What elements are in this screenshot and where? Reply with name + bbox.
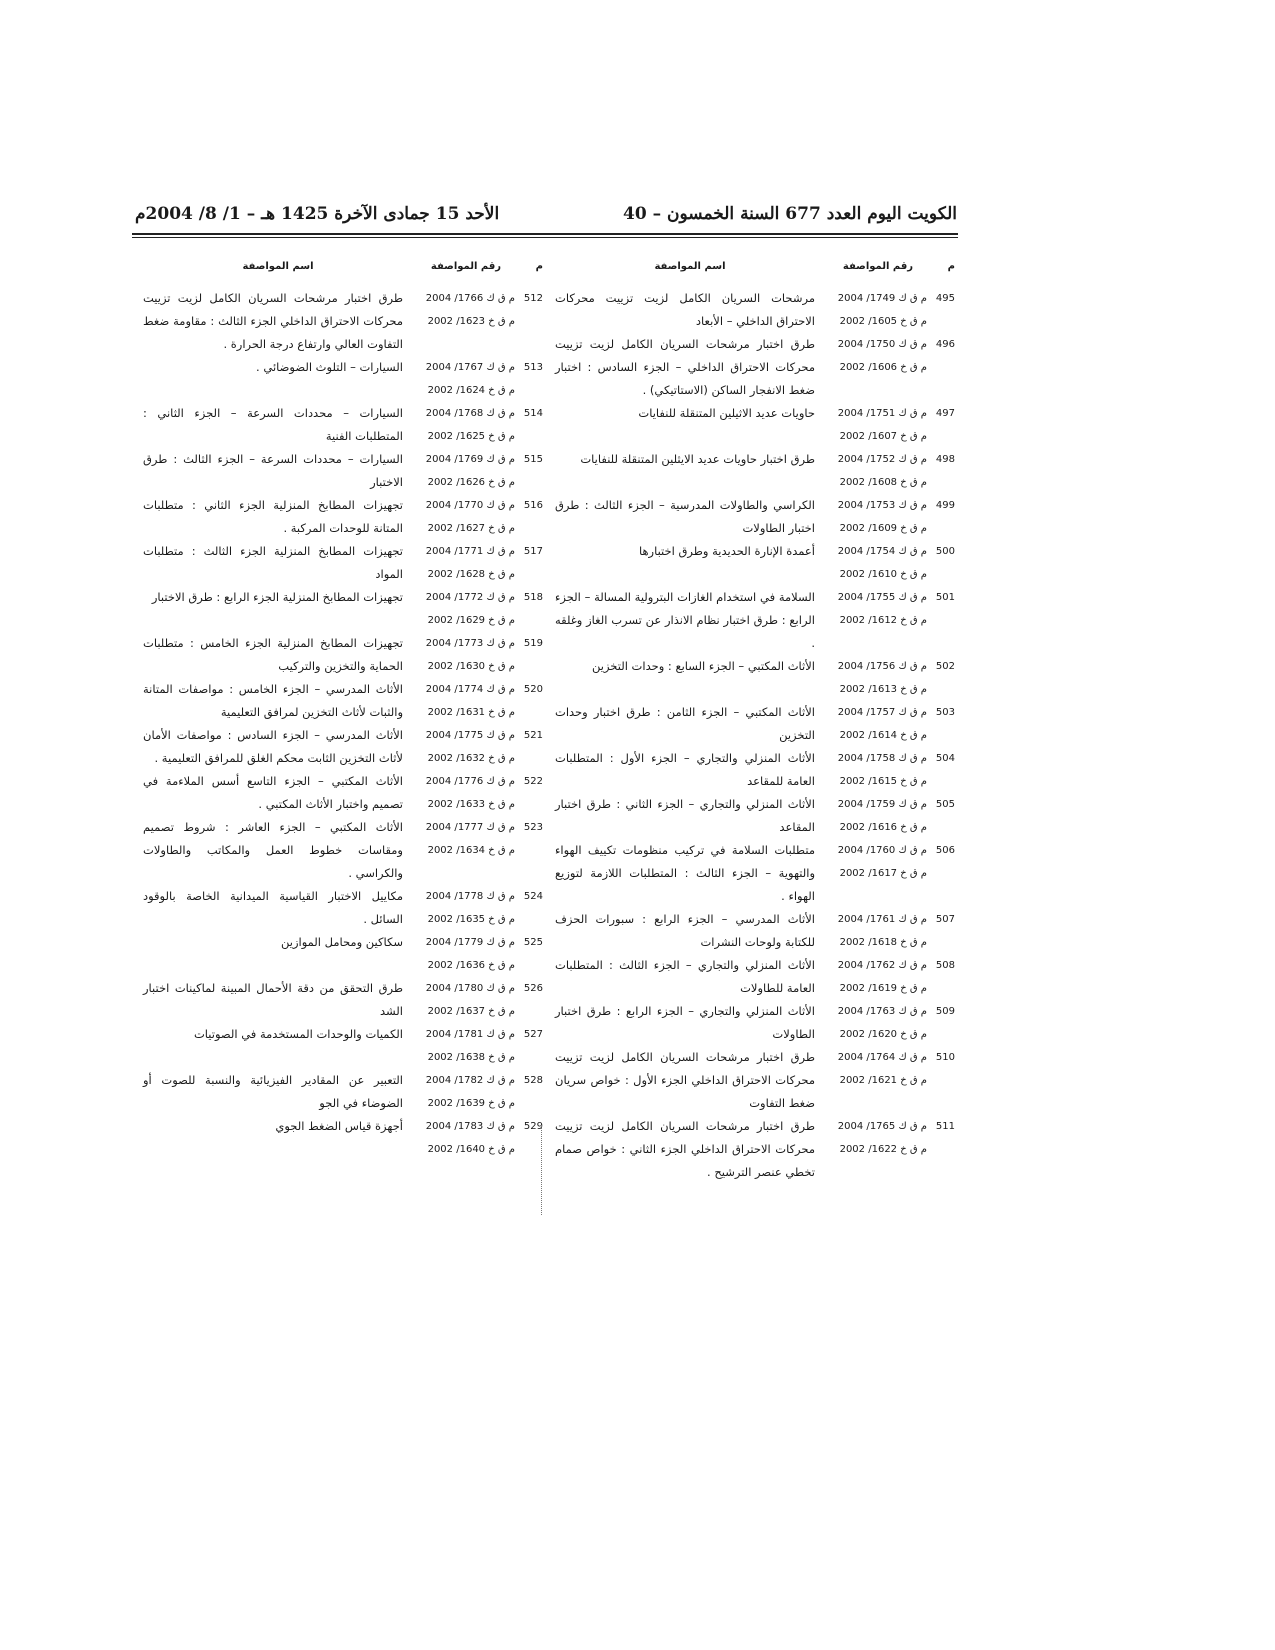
gulf-standard-code: م ق خ 1605/ 2002: [839, 316, 927, 327]
entry-number: 529: [523, 1121, 543, 1132]
entry-codes: [823, 793, 927, 839]
header-rule-thin: [132, 237, 958, 238]
gulf-standard-code: م ق خ 1635/ 2002: [427, 914, 515, 925]
entry-number: 524: [523, 891, 543, 902]
gulf-standard-code: م ق خ 1628/ 2002: [427, 569, 515, 580]
standard-entry: [143, 402, 543, 448]
kuwait-standard-code: م ق ك 1781/ 2004: [425, 1029, 515, 1040]
standard-name: طرق اختبار مرشحات السريان الكامل لزيت تزييت محركات الاحتراق الداخلي – الجزء السادس : اختبار ضغط الانفجار الساكن (الاستاتيكي) .: [555, 337, 815, 397]
standard-name: متطلبات السلامة في تركيب منظومات تكييف الهواء والتهوية – الجزء الثالث : المتطلبات اللازمة لتوزيع الهواء .: [555, 843, 815, 903]
entry-number: 517: [523, 546, 543, 557]
entry-codes: [823, 540, 927, 586]
standard-entry: [143, 494, 543, 540]
kuwait-standard-code: م ق ك 1755/ 2004: [837, 592, 927, 603]
left-column: [143, 255, 543, 1161]
kuwait-standard-code: م ق ك 1761/ 2004: [837, 914, 927, 925]
entry-codes: [823, 655, 927, 701]
standard-name: الأثاث المكتبي – الجزء السابع : وحدات التخزين: [592, 659, 815, 673]
entry-codes: [411, 494, 515, 540]
gulf-standard-code: م ق خ 1637/ 2002: [427, 1006, 515, 1017]
entry-number: 495: [935, 293, 955, 304]
standard-name: حاويات عديد الاثيلين المتنقلة للنفايات: [638, 406, 815, 420]
standard-name: الأثاث المدرسي – الجزء الخامس : مواصفات المتانة والثبات لأثاث التخزين لمرافق التعليمية: [143, 682, 403, 719]
kuwait-standard-code: م ق ك 1756/ 2004: [837, 661, 927, 672]
kuwait-standard-code: م ق ك 1763/ 2004: [837, 1006, 927, 1017]
standard-name: السلامة في استخدام الغازات البترولية المسالة – الجزء الرابع : طرق اختبار نظام الانذار عن تسرب الغاز وغلقه .: [555, 590, 815, 650]
entry-codes: [411, 448, 515, 494]
entry-codes: [823, 1046, 927, 1092]
entry-number: 502: [935, 661, 955, 672]
standard-entry: [555, 655, 955, 701]
entry-number: 510: [935, 1052, 955, 1063]
gulf-standard-code: م ق خ 1624/ 2002: [427, 385, 515, 396]
kuwait-standard-code: م ق ك 1762/ 2004: [837, 960, 927, 971]
entry-number: 516: [523, 500, 543, 511]
entry-number: 498: [935, 454, 955, 465]
entry-codes: [411, 632, 515, 678]
standard-name: الأثاث المكتبي – الجزء التاسع أسس الملاءمة في تصميم واختبار الأثاث المكتبي .: [143, 774, 403, 811]
entry-number: 506: [935, 845, 955, 856]
standard-entry: [143, 632, 543, 678]
entry-number: 505: [935, 799, 955, 810]
entry-codes: [823, 494, 927, 540]
gulf-standard-code: م ق خ 1610/ 2002: [839, 569, 927, 580]
entry-number: 509: [935, 1006, 955, 1017]
standard-name: الأثاث المدرسي – الجزء الرابع : سبورات الحزف للكتابة ولوحات النشرات: [555, 912, 815, 949]
standard-name: تجهيزات المطابخ المنزلية الجزء الرابع : طرق الاختبار: [151, 590, 403, 604]
entry-codes: [411, 1069, 515, 1115]
standard-name: طرق اختبار مرشحات السريان الكامل لزيت تزييت محركات الاحتراق الداخلي الجزء الثاني : خواص صمام تخطي عنصر الترشيح .: [555, 1119, 815, 1179]
standard-name: التعبير عن المقادير الفيزيائية والنسبة للصوت أو الضوضاء في الجو: [143, 1073, 403, 1110]
entry-codes: [823, 1000, 927, 1046]
standard-entry: [555, 448, 955, 494]
standard-name: الأثاث المنزلي والتجاري – الجزء الثاني : طرق اختبار المقاعد: [555, 797, 815, 834]
gulf-standard-code: م ق خ 1606/ 2002: [839, 362, 927, 373]
entry-codes: [823, 954, 927, 1000]
gulf-standard-code: م ق خ 1621/ 2002: [839, 1075, 927, 1086]
standard-name: الأثاث المدرسي – الجزء السادس : مواصفات الأمان لأثاث التخزين الثابت محكم الغلق للمرافق التعليمية .: [143, 728, 403, 765]
standard-name: الأثاث المنزلي والتجاري – الجزء الثالث : المتطلبات العامة للطاولات: [555, 958, 815, 995]
entry-codes: [411, 402, 515, 448]
kuwait-standard-code: م ق ك 1751/ 2004: [837, 408, 927, 419]
kuwait-standard-code: م ق ك 1766/ 2004: [425, 293, 515, 304]
entry-codes: [411, 678, 515, 724]
entry-number: 525: [523, 937, 543, 948]
gulf-standard-code: م ق خ 1608/ 2002: [839, 477, 927, 488]
standard-entry: [555, 494, 955, 540]
gulf-standard-code: م ق خ 1633/ 2002: [427, 799, 515, 810]
entry-number: 511: [935, 1121, 955, 1132]
standard-entry: [555, 839, 955, 908]
standard-entry: [143, 885, 543, 931]
standard-name: السيارات – التلوث الضوضائي .: [256, 360, 403, 374]
entry-codes: [823, 287, 927, 333]
entry-number: 500: [935, 546, 955, 557]
issue-date: الأحد 15 جمادى الآخرة 1425 هـ – 1/ 8/ 2004م: [135, 204, 500, 224]
gulf-standard-code: م ق خ 1612/ 2002: [839, 615, 927, 626]
entry-codes: [823, 448, 927, 494]
entry-codes: [823, 586, 927, 632]
col-header-number: م: [947, 261, 955, 272]
standard-entry: [555, 1115, 955, 1184]
standard-entry: [555, 793, 955, 839]
entry-codes: [411, 287, 515, 333]
kuwait-standard-code: م ق ك 1764/ 2004: [837, 1052, 927, 1063]
entry-number: 521: [523, 730, 543, 741]
kuwait-standard-code: م ق ك 1753/ 2004: [837, 500, 927, 511]
kuwait-standard-code: م ق ك 1770/ 2004: [425, 500, 515, 511]
standard-name: مكاييل الاختبار القياسية الميدانية الخاصة بالوقود السائل .: [143, 889, 403, 926]
entry-number: 503: [935, 707, 955, 718]
entry-number: 508: [935, 960, 955, 971]
gulf-standard-code: م ق خ 1613/ 2002: [839, 684, 927, 695]
kuwait-standard-code: م ق ك 1778/ 2004: [425, 891, 515, 902]
kuwait-standard-code: م ق ك 1777/ 2004: [425, 822, 515, 833]
entry-number: 523: [523, 822, 543, 833]
standard-entry: [555, 333, 955, 402]
entry-codes: [411, 816, 515, 862]
entry-codes: [411, 356, 515, 402]
entry-number: 501: [935, 592, 955, 603]
standard-entry: [143, 586, 543, 632]
gulf-standard-code: م ق خ 1616/ 2002: [839, 822, 927, 833]
gulf-standard-code: م ق خ 1634/ 2002: [427, 845, 515, 856]
gulf-standard-code: م ق خ 1623/ 2002: [427, 316, 515, 327]
col-header-code: رقم المواصفة: [842, 261, 914, 272]
entry-number: 518: [523, 592, 543, 603]
gulf-standard-code: م ق خ 1626/ 2002: [427, 477, 515, 488]
standard-name: الأثاث المنزلي والتجاري – الجزء الرابع : طرق اختبار الطاولات: [555, 1004, 815, 1041]
entry-number: 499: [935, 500, 955, 511]
standard-name: الأثاث المنزلي والتجاري – الجزء الأول : المتطلبات العامة للمقاعد: [555, 751, 815, 788]
entry-codes: [823, 839, 927, 885]
kuwait-standard-code: م ق ك 1749/ 2004: [837, 293, 927, 304]
entry-number: 512: [523, 293, 543, 304]
standard-entry: [143, 724, 543, 770]
standards-list-right: [555, 287, 955, 1184]
entry-codes: [411, 540, 515, 586]
kuwait-standard-code: م ق ك 1774/ 2004: [425, 684, 515, 695]
standards-list-left: [143, 287, 543, 1161]
kuwait-standard-code: م ق ك 1773/ 2004: [425, 638, 515, 649]
kuwait-standard-code: م ق ك 1775/ 2004: [425, 730, 515, 741]
header-rule: [132, 233, 958, 235]
entry-codes: [411, 1115, 515, 1161]
gulf-standard-code: م ق خ 1630/ 2002: [427, 661, 515, 672]
standard-name: طرق اختبار مرشحات السريان الكامل لزيت تزييت محركات الاحتراق الداخلي الجزء الثالث : مقاومة ضغط التفاوت العالي وارتفاع درجة الحرارة .: [143, 291, 403, 351]
entry-number: 497: [935, 408, 955, 419]
kuwait-standard-code: م ق ك 1776/ 2004: [425, 776, 515, 787]
standard-entry: [143, 448, 543, 494]
gulf-standard-code: م ق خ 1619/ 2002: [839, 983, 927, 994]
standard-entry: [143, 678, 543, 724]
entry-number: 526: [523, 983, 543, 994]
standard-name: الكميات والوحدات المستخدمة في الصوتيات: [193, 1027, 403, 1041]
entry-codes: [411, 931, 515, 977]
kuwait-standard-code: م ق ك 1783/ 2004: [425, 1121, 515, 1132]
entry-number: 507: [935, 914, 955, 925]
entry-number: 514: [523, 408, 543, 419]
standard-name: السيارات – محددات السرعة – الجزء الثاني : المتطلبات الفنية: [143, 406, 403, 443]
entry-codes: [411, 586, 515, 632]
standard-entry: [143, 770, 543, 816]
entry-codes: [411, 885, 515, 931]
column-header: [555, 255, 955, 277]
gulf-standard-code: م ق خ 1640/ 2002: [427, 1144, 515, 1155]
standard-name: تجهيزات المطابخ المنزلية الجزء الثالث : متطلبات المواد: [143, 544, 403, 581]
kuwait-standard-code: م ق ك 1754/ 2004: [837, 546, 927, 557]
kuwait-standard-code: م ق ك 1767/ 2004: [425, 362, 515, 373]
standard-name: طرق اختبار حاويات عديد الايثلين المتنقلة للنفايات: [580, 452, 815, 466]
standard-entry: [555, 1000, 955, 1046]
standard-entry: [143, 1069, 543, 1115]
kuwait-standard-code: م ق ك 1765/ 2004: [837, 1121, 927, 1132]
kuwait-standard-code: م ق ك 1780/ 2004: [425, 983, 515, 994]
col-header-name: اسم المواصفة: [242, 261, 314, 272]
gulf-standard-code: م ق خ 1627/ 2002: [427, 523, 515, 534]
kuwait-standard-code: م ق ك 1772/ 2004: [425, 592, 515, 603]
entry-number: 520: [523, 684, 543, 695]
entry-codes: [823, 701, 927, 747]
entry-number: 513: [523, 362, 543, 373]
col-header-number: م: [535, 261, 543, 272]
standard-name: الأثاث المكتبي – الجزء الثامن : طرق اختبار وحدات التخزين: [555, 705, 815, 742]
standard-entry: [555, 287, 955, 333]
gulf-standard-code: م ق خ 1614/ 2002: [839, 730, 927, 741]
gulf-standard-code: م ق خ 1629/ 2002: [427, 615, 515, 626]
right-column: [555, 255, 955, 1184]
kuwait-standard-code: م ق ك 1768/ 2004: [425, 408, 515, 419]
kuwait-standard-code: م ق ك 1769/ 2004: [425, 454, 515, 465]
gulf-standard-code: م ق خ 1638/ 2002: [427, 1052, 515, 1063]
standard-name: تجهيزات المطابخ المنزلية الجزء الخامس : متطلبات الحماية والتخزين والتركيب: [143, 636, 403, 673]
standard-entry: [555, 747, 955, 793]
gulf-standard-code: م ق خ 1631/ 2002: [427, 707, 515, 718]
entry-codes: [823, 402, 927, 448]
standard-name: الكراسي والطاولات المدرسية – الجزء الثالث : طرق اختبار الطاولات: [555, 498, 815, 535]
entry-number: 519: [523, 638, 543, 649]
kuwait-standard-code: م ق ك 1758/ 2004: [837, 753, 927, 764]
standard-entry: [143, 931, 543, 977]
gazette-title: الكويت اليوم العدد 677 السنة الخمسون – 40: [623, 204, 957, 224]
standard-entry: [555, 402, 955, 448]
standard-name: الأثاث المكتبي – الجزء العاشر : شروط تصميم ومقاسات خطوط العمل والمكاتب والطاولات والكراسي .: [143, 820, 403, 880]
standard-entry: [555, 908, 955, 954]
standard-entry: [555, 586, 955, 655]
entry-number: 496: [935, 339, 955, 350]
entry-codes: [411, 977, 515, 1023]
entry-number: 504: [935, 753, 955, 764]
page-header: [135, 196, 957, 224]
kuwait-standard-code: م ق ك 1759/ 2004: [837, 799, 927, 810]
gulf-standard-code: م ق خ 1607/ 2002: [839, 431, 927, 442]
standard-name: مرشحات السريان الكامل لزيت تزييت محركات الاحتراق الداخلي – الأبعاد: [555, 291, 815, 328]
gulf-standard-code: م ق خ 1636/ 2002: [427, 960, 515, 971]
standard-name: طرق التحقق من دقة الأحمال المبينة لماكينات اختبار الشد: [143, 981, 403, 1018]
gulf-standard-code: م ق خ 1617/ 2002: [839, 868, 927, 879]
standard-entry: [143, 1115, 543, 1161]
kuwait-standard-code: م ق ك 1750/ 2004: [837, 339, 927, 350]
standard-name: السيارات – محددات السرعة – الجزء الثالث : طرق الاختبار: [143, 452, 403, 489]
kuwait-standard-code: م ق ك 1782/ 2004: [425, 1075, 515, 1086]
standard-entry: [143, 977, 543, 1023]
gulf-standard-code: م ق خ 1632/ 2002: [427, 753, 515, 764]
col-header-code: رقم المواصفة: [430, 261, 502, 272]
standard-name: أعمدة الإنارة الحديدية وطرق اختبارها: [638, 544, 815, 558]
standard-entry: [143, 1023, 543, 1069]
entry-number: 527: [523, 1029, 543, 1040]
col-header-name: اسم المواصفة: [654, 261, 726, 272]
gulf-standard-code: م ق خ 1639/ 2002: [427, 1098, 515, 1109]
entry-codes: [823, 908, 927, 954]
standard-name: أجهزة قياس الضغط الجوي: [275, 1119, 403, 1133]
entry-number: 515: [523, 454, 543, 465]
standard-entry: [555, 954, 955, 1000]
entry-codes: [823, 1115, 927, 1161]
kuwait-standard-code: م ق ك 1771/ 2004: [425, 546, 515, 557]
gulf-standard-code: م ق خ 1625/ 2002: [427, 431, 515, 442]
standard-entry: [143, 356, 543, 402]
entry-codes: [823, 333, 927, 379]
kuwait-standard-code: م ق ك 1752/ 2004: [837, 454, 927, 465]
gulf-standard-code: م ق خ 1615/ 2002: [839, 776, 927, 787]
standard-name: تجهيزات المطابخ المنزلية الجزء الثاني : متطلبات المتانة للوحدات المركبة .: [143, 498, 403, 535]
standard-entry: [143, 287, 543, 356]
column-divider: [541, 1125, 542, 1215]
gulf-standard-code: م ق خ 1609/ 2002: [839, 523, 927, 534]
entry-codes: [411, 724, 515, 770]
entry-codes: [411, 770, 515, 816]
kuwait-standard-code: م ق ك 1757/ 2004: [837, 707, 927, 718]
gulf-standard-code: م ق خ 1620/ 2002: [839, 1029, 927, 1040]
entry-codes: [411, 1023, 515, 1069]
gulf-standard-code: م ق خ 1622/ 2002: [839, 1144, 927, 1155]
kuwait-standard-code: م ق ك 1779/ 2004: [425, 937, 515, 948]
entry-number: 528: [523, 1075, 543, 1086]
gulf-standard-code: م ق خ 1618/ 2002: [839, 937, 927, 948]
entry-codes: [823, 747, 927, 793]
column-header: [143, 255, 543, 277]
standard-entry: [143, 816, 543, 885]
standard-entry: [555, 540, 955, 586]
standard-name: طرق اختبار مرشحات السريان الكامل لزيت تزييت محركات الاحتراق الداخلي الجزء الأول : خواص سريان ضغط التفاوت: [555, 1050, 815, 1110]
standard-entry: [143, 540, 543, 586]
standard-name: سكاكين ومحامل الموازين: [280, 935, 403, 949]
standard-entry: [555, 701, 955, 747]
kuwait-standard-code: م ق ك 1760/ 2004: [837, 845, 927, 856]
entry-number: 522: [523, 776, 543, 787]
standard-entry: [555, 1046, 955, 1115]
